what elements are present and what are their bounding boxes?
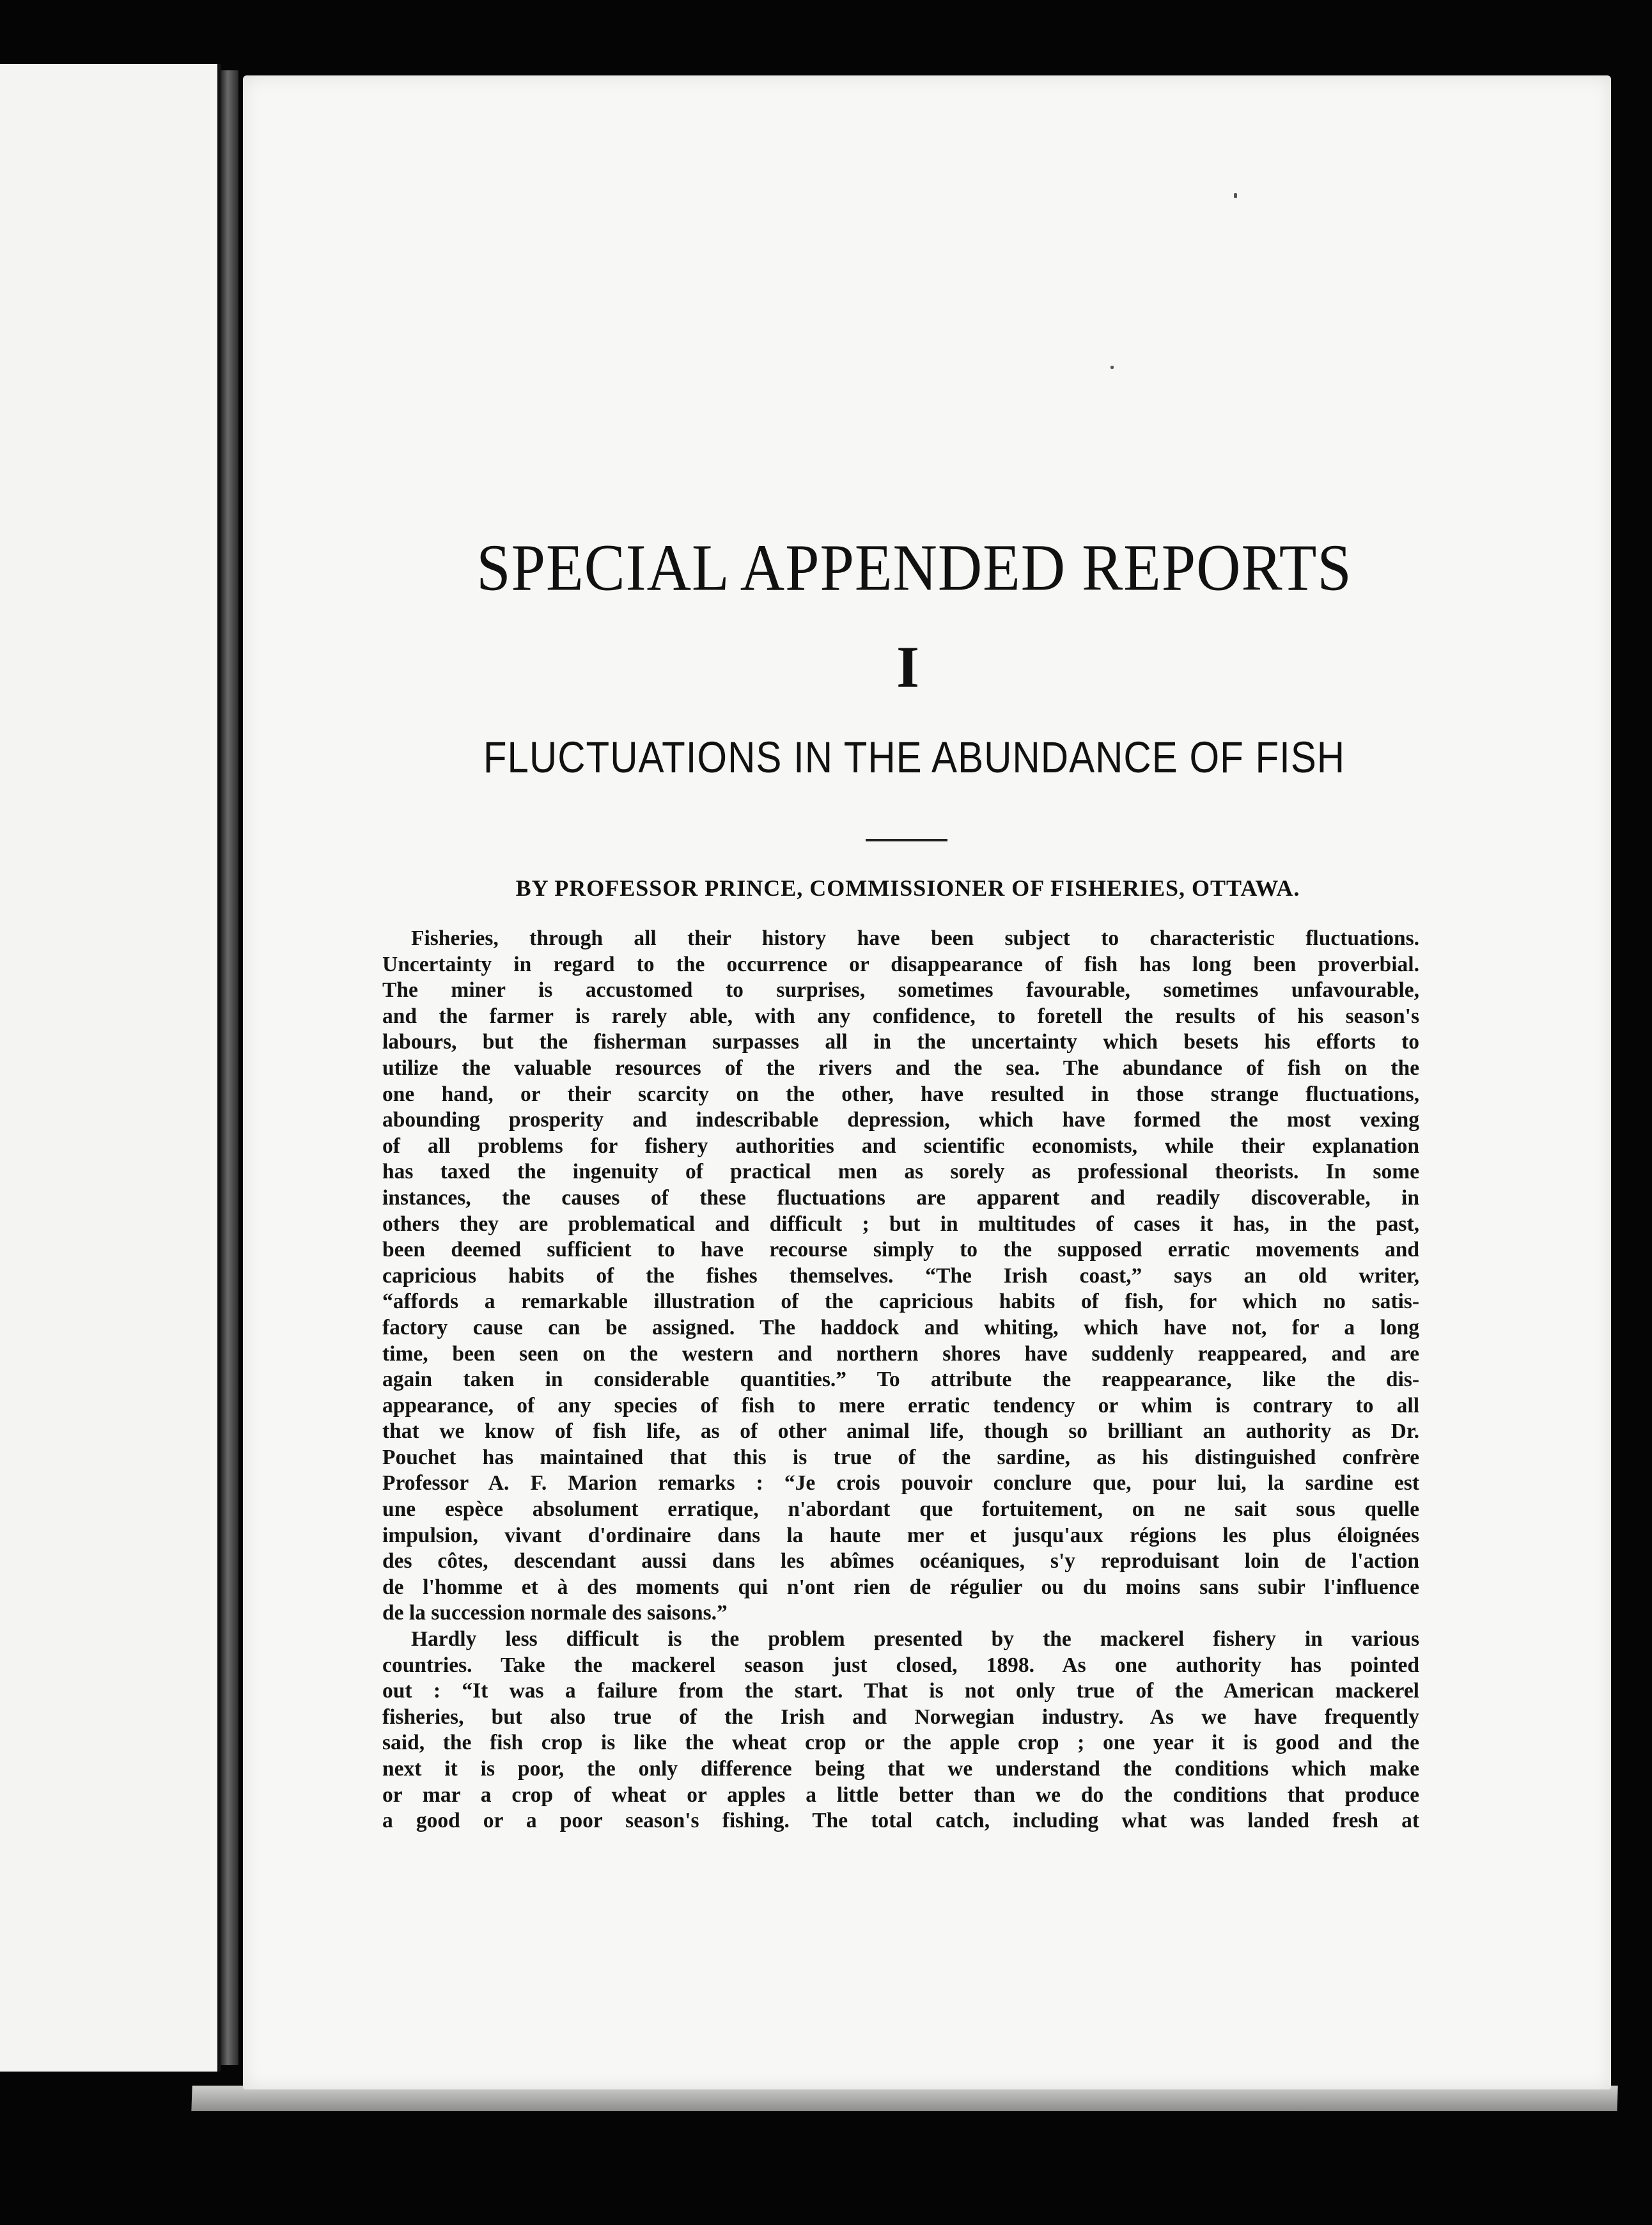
text-line: Professor A. F. Marion remarks : “Je crois pouvoir conclure que, pour lui, la sardine est — [382, 1471, 1419, 1495]
text-line: Hardly less difficult is the problem presented by the mackerel fishery in various — [411, 1627, 1419, 1651]
text-line: next it is poor, the only difference being that we understand the conditions which make — [382, 1757, 1419, 1781]
text-line: out : “It was a failure from the start. That is not only true of the American mackerel — [382, 1679, 1419, 1703]
body-text — [382, 926, 1419, 1834]
text-line: des côtes, descendant aussi dans les abîmes océaniques, s'y reproduisant loin de l'action — [382, 1549, 1419, 1573]
text-line: impulsion, vivant d'ordinaire dans la haute mer et jusqu'aux régions les plus éloignées — [382, 1523, 1419, 1547]
text-line: and the farmer is rarely able, with any confidence, to foretell the results of his season's — [382, 1004, 1419, 1028]
text-line: appearance, of any species of fish to mere erratic tendency or whim is contrary to all — [382, 1393, 1419, 1417]
speck-mark — [1234, 193, 1237, 198]
text-line: Uncertainty in regard to the occurrence or disappearance of fish has long been proverbial. — [382, 952, 1419, 976]
text-line: of all problems for fishery authorities and scientific economists, while their explanation — [382, 1134, 1419, 1158]
book-spine — [221, 70, 238, 2065]
text-line: fisheries, but also true of the Irish and Norwegian industry. As we have frequently — [382, 1705, 1419, 1729]
text-line: has taxed the ingenuity of practical men as sorely as professional theorists. In some — [382, 1160, 1419, 1184]
facing-page-edge — [0, 64, 221, 2072]
report-title: FLUCTUATIONS IN THE ABUNDANCE OF FISH — [483, 732, 1346, 783]
text-line: a good or a poor season's fishing. The total catch, including what was landed fresh at — [382, 1809, 1419, 1833]
text-line: labours, but the fisherman surpasses all in the uncertainty which besets his efforts to — [382, 1030, 1419, 1054]
text-line: again taken in considerable quantities.” To attribute the reappearance, like the dis- — [382, 1368, 1419, 1392]
text-line: that we know of fish life, as of other animal life, though so brilliant an authority as Dr. — [382, 1419, 1419, 1444]
text-line: abounding prosperity and indescribable depression, which have formed the most vexing — [382, 1108, 1419, 1132]
text-line: de la succession normale des saisons.” — [382, 1601, 728, 1625]
title-rule — [866, 839, 947, 841]
author-byline: BY PROFESSOR PRINCE, COMMISSIONER OF FISHERIES, OTTAWA. — [515, 875, 1300, 901]
speck-mark — [1110, 366, 1114, 369]
page-stack-edge — [191, 2086, 1617, 2111]
text-line: instances, the causes of these fluctuations are apparent and readily discoverable, in — [382, 1185, 1419, 1210]
page-heading: SPECIAL APPENDED REPORTS — [476, 530, 1352, 605]
text-line: utilize the valuable resources of the rivers and the sea. The abundance of fish on the — [382, 1056, 1419, 1080]
text-line: countries. Take the mackerel season just closed, 1898. As one authority has pointed — [382, 1653, 1419, 1677]
text-line: said, the fish crop is like the wheat crop or the apple crop ; one year it is good and the — [382, 1731, 1419, 1755]
text-line: others they are problematical and difficult ; but in multitudes of cases it has, in the past, — [382, 1212, 1419, 1236]
text-line: or mar a crop of wheat or apples a little better than we do the conditions that produce — [382, 1783, 1419, 1807]
text-line: “affords a remarkable illustration of the capricious habits of fish, for which no satis- — [382, 1290, 1419, 1314]
text-line: one hand, or their scarcity on the other, have resulted in those strange fluctuations, — [382, 1082, 1419, 1106]
section-numeral: I — [896, 634, 919, 699]
text-line: capricious habits of the fishes themselves. “The Irish coast,” says an old writer, — [382, 1263, 1419, 1288]
text-line: factory cause can be assigned. The haddock and whiting, which have not, for a long — [382, 1315, 1419, 1339]
text-line: time, been seen on the western and northern shores have suddenly reappeared, and are — [382, 1341, 1419, 1366]
text-line: de l'homme et à des moments qui n'ont rien de régulier ou du moins sans subir l'influence — [382, 1575, 1419, 1599]
text-line: une espèce absolument erratique, n'abordant que fortuitement, on ne sait sous quelle — [382, 1497, 1419, 1522]
text-line: Pouchet has maintained that this is true of the sardine, as his distinguished confrère — [382, 1445, 1419, 1469]
text-line: Fisheries, through all their history have been subject to characteristic fluctuations. — [411, 926, 1419, 950]
text-line: The miner is accustomed to surprises, sometimes favourable, sometimes unfavourable, — [382, 978, 1419, 1003]
text-line: been deemed sufficient to have recourse simply to the supposed erratic movements and — [382, 1238, 1419, 1262]
